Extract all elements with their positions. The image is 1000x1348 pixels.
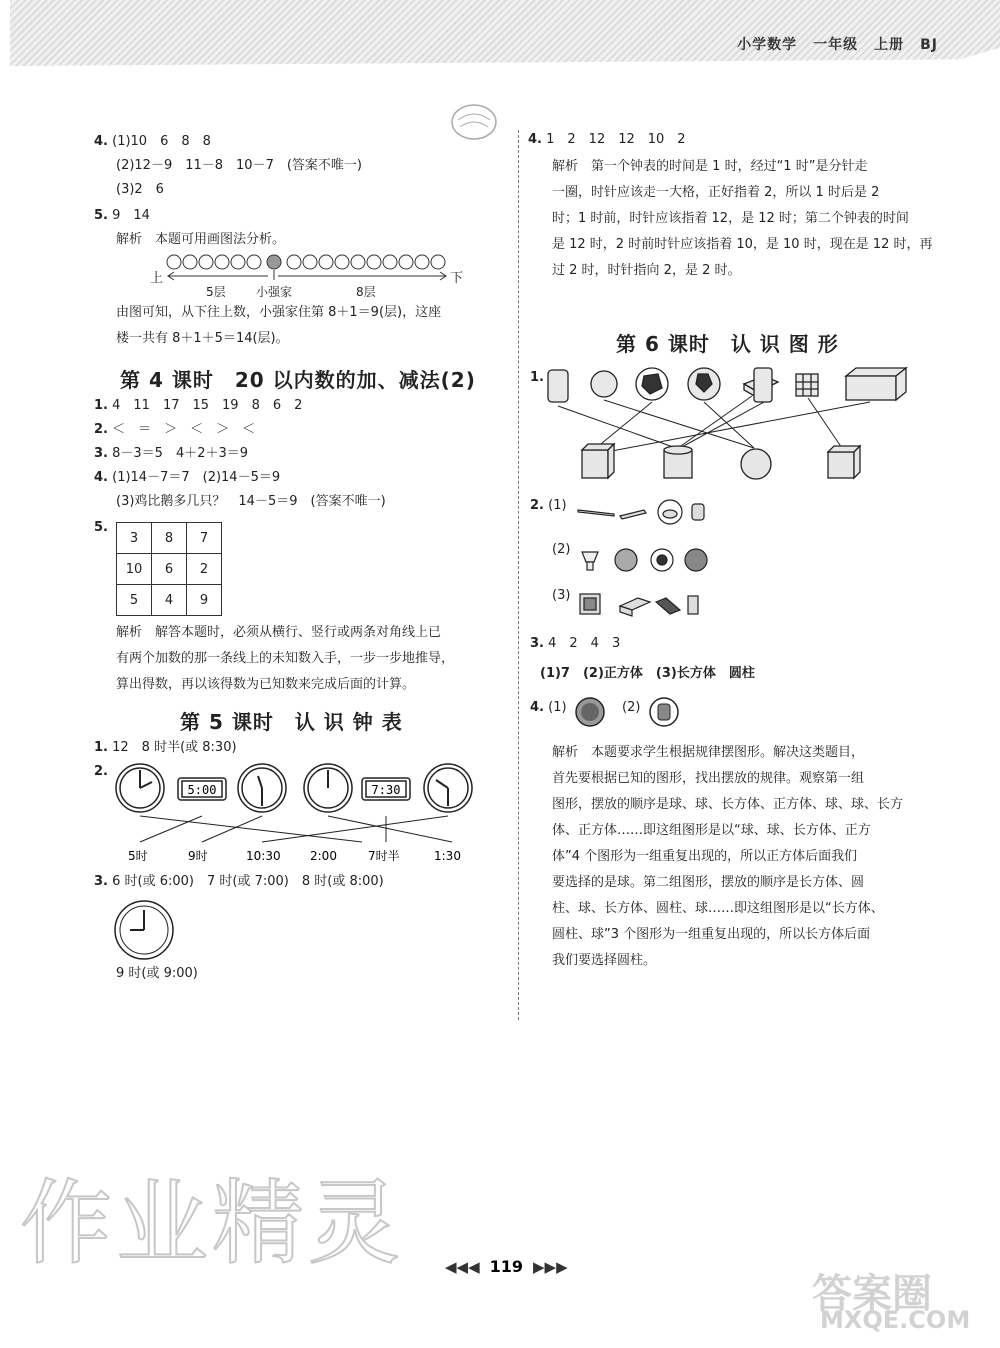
s6-q1-num: 1. (530, 370, 544, 385)
watermark-logo: 答案圈 (812, 1271, 932, 1317)
s4-q4-line2: (3)鸡比鹅多几只？ 14－5＝9 (答案不唯一) (116, 494, 386, 509)
s6-q4: 4. (1) (530, 700, 567, 715)
s6-q2-1: 2. (1) (530, 498, 567, 513)
diagram-home-label: 小强家 (256, 285, 293, 298)
diagram-down-label: 下 (450, 271, 464, 286)
digital-clock-1: 5:00 (187, 783, 217, 797)
time-label-4: 2:00 (310, 849, 337, 863)
objects-cylinders (576, 496, 716, 528)
s4-q4: 4. (1)14－7＝7 (2)14－5＝9 (94, 470, 281, 485)
time-label-2: 9时 (188, 849, 208, 863)
digital-clock-2: 7:30 (371, 783, 401, 797)
answer-5a: 5. 9 14 (94, 208, 150, 223)
answer-4a-3: (3)2 6 (116, 182, 164, 197)
s6-q2-2: (2) (552, 542, 571, 557)
section-title-4: 第 4 课时 20 以内数的加、减法(2) (120, 368, 476, 392)
s5-q3: 3. 6 时(或 6:00) 7 时(或 7:00) 8 时(或 8:00) (94, 874, 384, 889)
clock-9-icon (112, 898, 176, 962)
answer-5a-analysis: 解析 本题可用画图法分析。 (116, 232, 286, 247)
magic-square: 3 8 7 10 6 2 5 4 9 (116, 522, 222, 616)
s6-analysis: 解析 本题要求学生根据规律摆图形。解决这类题目， 首先要根据已知的图形，找出摆放的规律。观察第一组 图形，摆放的顺序是球、球、长方体、正方体、球、球、长方 体、正方体……即这组图形是以“球、球、长方体、正方 体”4 个图形为一组重复出现的，所以正方体后面我们 要选择的是球。第二组图形，摆放的顺序是长方体、圆 柱、球、长方体、圆柱、球……即这组图形是以“长方体、 圆柱、球”3 个图形为一组重复出现的，所以长方体后面 我们要选择圆柱。 (552, 745, 904, 968)
column-divider (518, 130, 519, 1020)
floor-diagram (150, 252, 470, 298)
stamp-icon (450, 100, 505, 145)
header-band (10, 0, 1000, 66)
time-label-6: 1:30 (434, 849, 461, 863)
diagram-8-floors: 8层 (356, 285, 376, 298)
time-label-1: 5时 (128, 849, 148, 863)
right-q4: 4. 1 2 12 12 10 2 (528, 132, 686, 147)
time-label-3: 10:30 (246, 849, 281, 863)
objects-boxes (576, 590, 716, 620)
s6-q4-2: (2) (622, 700, 641, 715)
answer-5a-text: 由图可知，从下往上数，小强家住第 8＋1＝9(层)，这座 楼一共有 8＋1＋5＝14(层)。 (116, 305, 442, 346)
sphere-icon (574, 696, 606, 728)
answer-4a-2: (2)12－9 11－8 10－7 (答案不唯一) (116, 158, 362, 173)
diagram-5-floors: 5层 (206, 285, 226, 298)
header-edition: BJ (920, 37, 938, 53)
s6-q3: 3. 4 2 4 3 (530, 636, 621, 651)
s4-q3: 3. 8－3＝5 4＋2＋3＝9 (94, 446, 249, 461)
s5-q2-num: 2. (94, 764, 108, 779)
s6-q3-line2: (1)7 (2)正方体 (3)长方体 圆柱 (540, 666, 755, 681)
s5-q1: 1. 12 8 时半(或 8:30) (94, 740, 237, 755)
shapes-matching (540, 362, 920, 486)
s4-analysis: 解析 解答本题时，必须从横行、竖行或两条对角线上已 有两个加数的那一条线上的未知数入手，一步一步地推导， 算出得数，再以该得数为已知数来完成后面的计算。 (116, 625, 455, 692)
header-grade: 一年级 (813, 37, 859, 53)
s4-q2: 2. ＜ ＝ ＞ ＜ ＞ ＜ (94, 422, 256, 437)
right-analysis: 解析 第一个钟表的时间是 1 时，经过“1 时”是分针走 一圈，时针应该走一大格，正好指着 2，所以 1 时后是 2 时；1 时前，时针应该指着 12，是 12 时；第二个钟表的时间 是 12 时，2 时前时针应该指着 10，是 10 时，现在是 12 时，再 过 2 时，时针指向 2，是 2 时。 (552, 159, 933, 278)
page-number: 119 (489, 1257, 524, 1276)
answer-4a: 4. (1)10 6 8 8 (94, 134, 211, 149)
s5-q3-caption: 9 时(或 9:00) (116, 966, 198, 981)
left-arrows-icon: ◀◀◀ (445, 1258, 480, 1276)
diagram-up-label: 上 (150, 271, 164, 286)
s4-q1: 1. 4 11 17 15 19 8 6 2 (94, 398, 303, 413)
s6-q2-3: (3) (552, 588, 571, 603)
watermark-main: 作业精灵 (20, 1170, 405, 1277)
cylinder-icon (648, 696, 680, 728)
header-title (721, 34, 938, 54)
clock-matching (112, 760, 482, 870)
header-volume: 上册 (874, 37, 905, 53)
objects-spheres (576, 544, 716, 576)
section-title-6: 第 6 课时 认 识 图 形 (616, 332, 839, 356)
page-footer (445, 1257, 568, 1276)
time-label-5: 7时半 (368, 849, 400, 863)
s4-q5-num: 5. (94, 520, 108, 535)
watermark-url: MXQE.COM (820, 1306, 971, 1334)
section-title-5: 第 5 课时 认 识 钟 表 (180, 710, 403, 734)
right-arrows-icon: ▶▶▶ (533, 1258, 568, 1276)
header-subject: 小学数学 (737, 37, 798, 53)
